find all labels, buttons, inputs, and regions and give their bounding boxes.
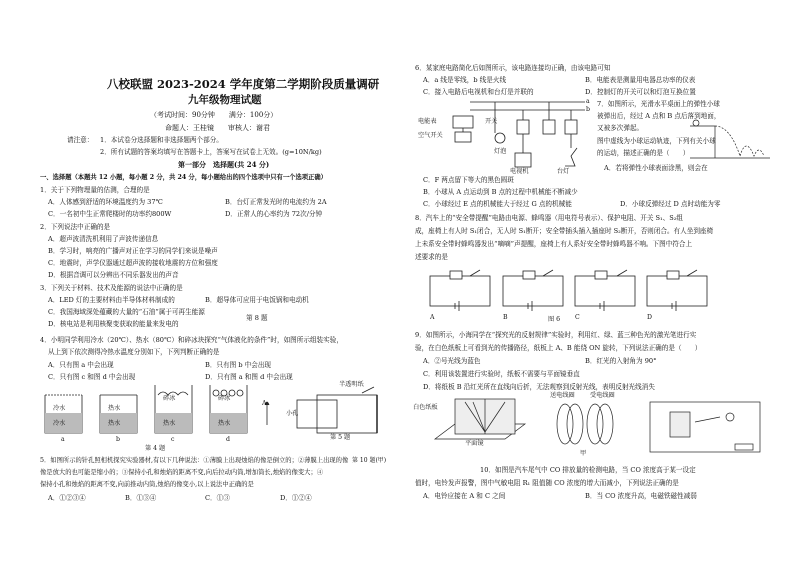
fig4-sub-b: 热水 bbox=[108, 420, 121, 427]
q7-line2: 被弹出后，经过 A 点和 B 点后落到地面， bbox=[597, 112, 721, 120]
fig8-option-d: D bbox=[647, 314, 652, 321]
q4-stem-line2: 从上到下依次测得冷热水温度分别如下，下列判断正确的是 bbox=[48, 348, 220, 356]
fig4-label-c: 碎冰 bbox=[163, 395, 176, 402]
exam-title: 八校联盟 2023-2024 学年度第二学期阶段质量调研 bbox=[107, 77, 380, 91]
fig4-sub-c: 热水 bbox=[163, 420, 176, 427]
q9-line2: 验，在白色纸板上可看到光的传播路径，纸板上 A、B 能绕 ON 旋转，下列说法正确的是（ ） bbox=[415, 344, 702, 352]
q10-line1: 10．如图是汽车尾气中 CO 排放量的检测电路，当 CO 浓度高于某一设定 bbox=[480, 466, 696, 474]
fig4-caption: 第 4 题 bbox=[145, 445, 166, 452]
fig4-letter-b: b bbox=[116, 436, 120, 443]
q8-line3: 上未系安全带时蜂鸣器发出“嘀嘀”声提醒，座椅上有人系好安全带时蜂鸣器不响。下图中符合上 bbox=[415, 240, 693, 248]
notice-1: 1．本试卷分选择题和非选择题两个部分。 bbox=[100, 136, 223, 144]
q5-option-d: D．①②④ bbox=[280, 494, 312, 502]
q6-option-c: C．接入电路后电视机和台灯是并联的 bbox=[423, 88, 534, 96]
q4-option-c: C．只有图 c 和图 d 中会出现 bbox=[48, 373, 136, 381]
part1-instruction: 一、选择题（本题共 12 小题，每小题 2 分，共 24 分，每小题给出的四个选项中只有一个选项正确） bbox=[40, 174, 327, 181]
q7-option-c: C．小球经过 E 点的机械能大于经过 G 点的机械能 bbox=[423, 200, 572, 208]
fig4-sub-a: 冷水 bbox=[53, 420, 66, 427]
q5-option-b: B．①③④ bbox=[125, 494, 157, 502]
fig4-letter-a: a bbox=[61, 436, 65, 443]
exam-authors: 命题人：王桂镜 审核人：谢君 bbox=[165, 124, 270, 132]
q3-stem: 3．下列关于材料、技术及能源的说法中正确的是 bbox=[40, 284, 183, 292]
fig8-caption: 第 8 题 bbox=[246, 314, 268, 322]
q9-option-a: A．②号光线为蓝色 bbox=[423, 357, 481, 365]
q5-stem-line2: 像是放大的也可能是缩小的；③保持小孔和烛焰的距离不变,向后拉动内筒,增加筒长,烛焰的像变大；④ bbox=[40, 469, 324, 476]
fig10-caption: 第 10 题(甲) bbox=[352, 457, 387, 464]
fig9-mirror-label: 平面镜 bbox=[465, 440, 484, 447]
fig4-letter-c: c bbox=[171, 436, 175, 443]
fig9-board-label: 白色纸板 bbox=[413, 404, 438, 411]
q8-line4: 述要求的是 bbox=[415, 253, 448, 261]
q7-line1: 7．如图所示，光滑水平桌面上的弹性小球 bbox=[597, 100, 720, 108]
notice-2: 2．所有试题的答案均填写在答题卡上，答案写在试卷上无效。(g=10N/kg) bbox=[100, 148, 322, 156]
q9-option-c: C．利用该装置进行实验时，纸板不需要与平面镜垂直 bbox=[423, 370, 580, 378]
fig6-breaker-label: 空气开关 bbox=[418, 132, 443, 139]
q1-option-b: B．台灯正常发光时的电流约为 2A bbox=[225, 198, 327, 206]
q5-option-a: A．①②③④ bbox=[48, 494, 86, 502]
fig8-option-b: B bbox=[503, 314, 508, 321]
fig10-receive-coil-label: 受电线圈 bbox=[590, 392, 615, 399]
q1-option-c: C．一名初中生正常爬楼时的功率约800W bbox=[48, 210, 172, 218]
fig10-send-coil-label: 送电线圈 bbox=[550, 392, 575, 399]
fig8-option-c: C bbox=[575, 314, 580, 321]
q2-stem: 2．下列说法中正确的是 bbox=[40, 223, 111, 231]
q6-option-b: B．电能表是测量用电器总功率的仪表 bbox=[585, 76, 696, 84]
fig4-label-a: 冷水 bbox=[53, 405, 66, 412]
fig6-desklamp-label: 台灯 bbox=[557, 168, 570, 175]
exam-info: （考试时间：90分钟 满分：100分） bbox=[150, 111, 278, 119]
fig6-wire-a-label: a bbox=[586, 98, 590, 105]
fig10-sub-label: 甲 bbox=[580, 450, 587, 457]
q5-option-c: C．①③ bbox=[205, 494, 230, 502]
fig7-trajectory bbox=[690, 118, 770, 158]
q9-line1: 9．如图所示，小海同学在“探究光的反射规律”实验时，利用红、绿、蓝三种色光的激光笔进行实 bbox=[415, 331, 697, 339]
part1-title: 第一部分 选择题(共 24 分) bbox=[178, 160, 270, 169]
q6-option-a: A．a 线是零线，b 线是火线 bbox=[423, 76, 507, 84]
q5-stem-line3: 保持小孔和烛焰的距离不变,向前推动内筒,烛焰的像变小,以上说法中正确的是 bbox=[40, 481, 254, 488]
q7-option-a: A．若将弹性小球表面涂黑，则会在 bbox=[604, 164, 708, 172]
exam-subtitle: 九年级物理试题 bbox=[188, 94, 262, 106]
q6-stem: 6．某家庭电路简化后如图所示，该电路连接均正确，由该电路可知 bbox=[415, 64, 611, 72]
q2-option-b: B．学习时，响亮的广播声对正在学习的同学们来说是噪声 bbox=[48, 247, 218, 255]
q7-option-a-cont: C．F 两点留下等大的黑色圆斑 bbox=[423, 176, 514, 184]
q9-option-b: B．红光的入射角为 90° bbox=[585, 357, 657, 365]
q1-option-a: A．人体感到舒适的环境温度约为 37℃ bbox=[48, 198, 163, 206]
fig5-hole-label: 小孔 bbox=[286, 410, 299, 417]
fig5-label-a: A bbox=[262, 400, 267, 407]
q7-option-d: D．小球反弹经过 D 点时动能为零 bbox=[620, 200, 721, 208]
fig5-caption: 第 5 题 bbox=[330, 434, 351, 441]
fig10-co-circuit bbox=[640, 392, 770, 462]
q2-option-d: D．根据音调可以分辨出不同乐器发出的声音 bbox=[48, 271, 179, 279]
q1-option-d: D．正常人的心率约为 72次/分钟 bbox=[225, 210, 323, 218]
fig4-label-d: 碎冰 bbox=[218, 395, 231, 402]
q6-option-d: D．控制灯的开关可以和灯泡互换位置 bbox=[585, 88, 696, 96]
q3-option-d: D．核电站是利用核聚变获取的能量来发电的 bbox=[48, 320, 179, 328]
fig4-sub-d: 热水 bbox=[218, 420, 231, 427]
fig5-pinhole-camera bbox=[262, 385, 392, 440]
q7-line5: 的运动，描述正确的是（ ） bbox=[597, 149, 690, 157]
q10-option-a: A．电铃应接在 A 和 C 之间 bbox=[423, 492, 506, 500]
fig6-household-circuit bbox=[425, 98, 590, 173]
fig4-letter-d: d bbox=[226, 436, 230, 443]
q4-option-d: D．只有图 a 和图 d 中会出现 bbox=[205, 373, 293, 381]
fig6-meter-label: 电能表 bbox=[418, 118, 437, 125]
q8-line2: 成，座椅上有人时 S₁闭合，无人时 S₁断开；安全带插头插入插座时 S₂断开，否则闭合。有人坐到座椅 bbox=[415, 227, 714, 235]
q3-option-a: A．LED 灯的主要材料由半导体材料制成的 bbox=[48, 296, 175, 304]
q3-option-c: C．我国海域深处蕴藏的大量的“石油”属于可再生能源 bbox=[48, 308, 205, 316]
fig6-tv-label: 电视机 bbox=[510, 168, 529, 175]
q4-stem-line1: 4．小明同学利用冷水（20℃）、热水（80℃）和碎冰块探究“气体液化的条件”时，如图所示组装实验， bbox=[40, 336, 343, 344]
q5-stem-line1: 5．如图所示的针孔照相机探究实验器材,有以下几种说法：①薄膜上出现烛焰的像是倒立的；②薄膜上出现的像 bbox=[40, 457, 349, 464]
q7-line4: 图中虚线为小球运动轨迹，下列有关小球 bbox=[597, 137, 716, 145]
q9-option-d: D．将纸板 B 沿红光所在直线向后折，无法观察到反射光线，表明反射光线消失 bbox=[423, 383, 655, 391]
q1-stem: 1．关于下列物理量的估测，合理的是 bbox=[40, 186, 150, 194]
fig8-option-a: A bbox=[430, 314, 435, 321]
fig9-reflection-setup bbox=[425, 394, 625, 449]
q7-line3: 又被多次弹起。 bbox=[597, 124, 644, 132]
fig4-label-b: 热水 bbox=[108, 405, 121, 412]
fig5-screen-label: 半透明纸 bbox=[339, 381, 364, 388]
q2-option-a: A．超声波清洗机利用了声波传递信息 bbox=[48, 235, 159, 243]
q8-line1: 8．汽车上的“安全带提醒”电路由电源、蜂鸣器（用电符号表示）、保护电阻、开关 S₁、S₂组 bbox=[415, 214, 684, 222]
q10-line2: 值时，电铃发声报警，图中气敏电阻 R₁ 阻值随 CO 浓度的增大而减小，下列说法正确的是 bbox=[415, 479, 679, 487]
fig6-lamp-label: 灯泡 bbox=[494, 148, 507, 155]
notice-label: 请注意： bbox=[67, 136, 94, 144]
fig8-circuits bbox=[425, 268, 715, 313]
q7-option-b: B．小球从 A 点运动到 B 点的过程中机械能不断减少 bbox=[423, 188, 578, 196]
q2-option-c: C．地震时，声学仪器通过超声波的接收地震的方位和强度 bbox=[48, 259, 218, 267]
q10-option-b: B．当 CO 浓度升高，电磁铁磁性减弱 bbox=[585, 492, 697, 500]
q3-option-b: B．超导体可应用于电饭锅和电动机 bbox=[205, 296, 309, 304]
q4-option-a: A．只有图 a 中会出现 bbox=[48, 361, 114, 369]
q4-option-b: B．只有图 b 中会出现 bbox=[205, 361, 272, 369]
fig6-switch-label: 开关 bbox=[485, 118, 498, 125]
fig6-wire-b-label: b bbox=[586, 106, 590, 113]
fig4-beakers bbox=[40, 385, 270, 450]
fig8-caption: 图 6 bbox=[548, 316, 561, 323]
